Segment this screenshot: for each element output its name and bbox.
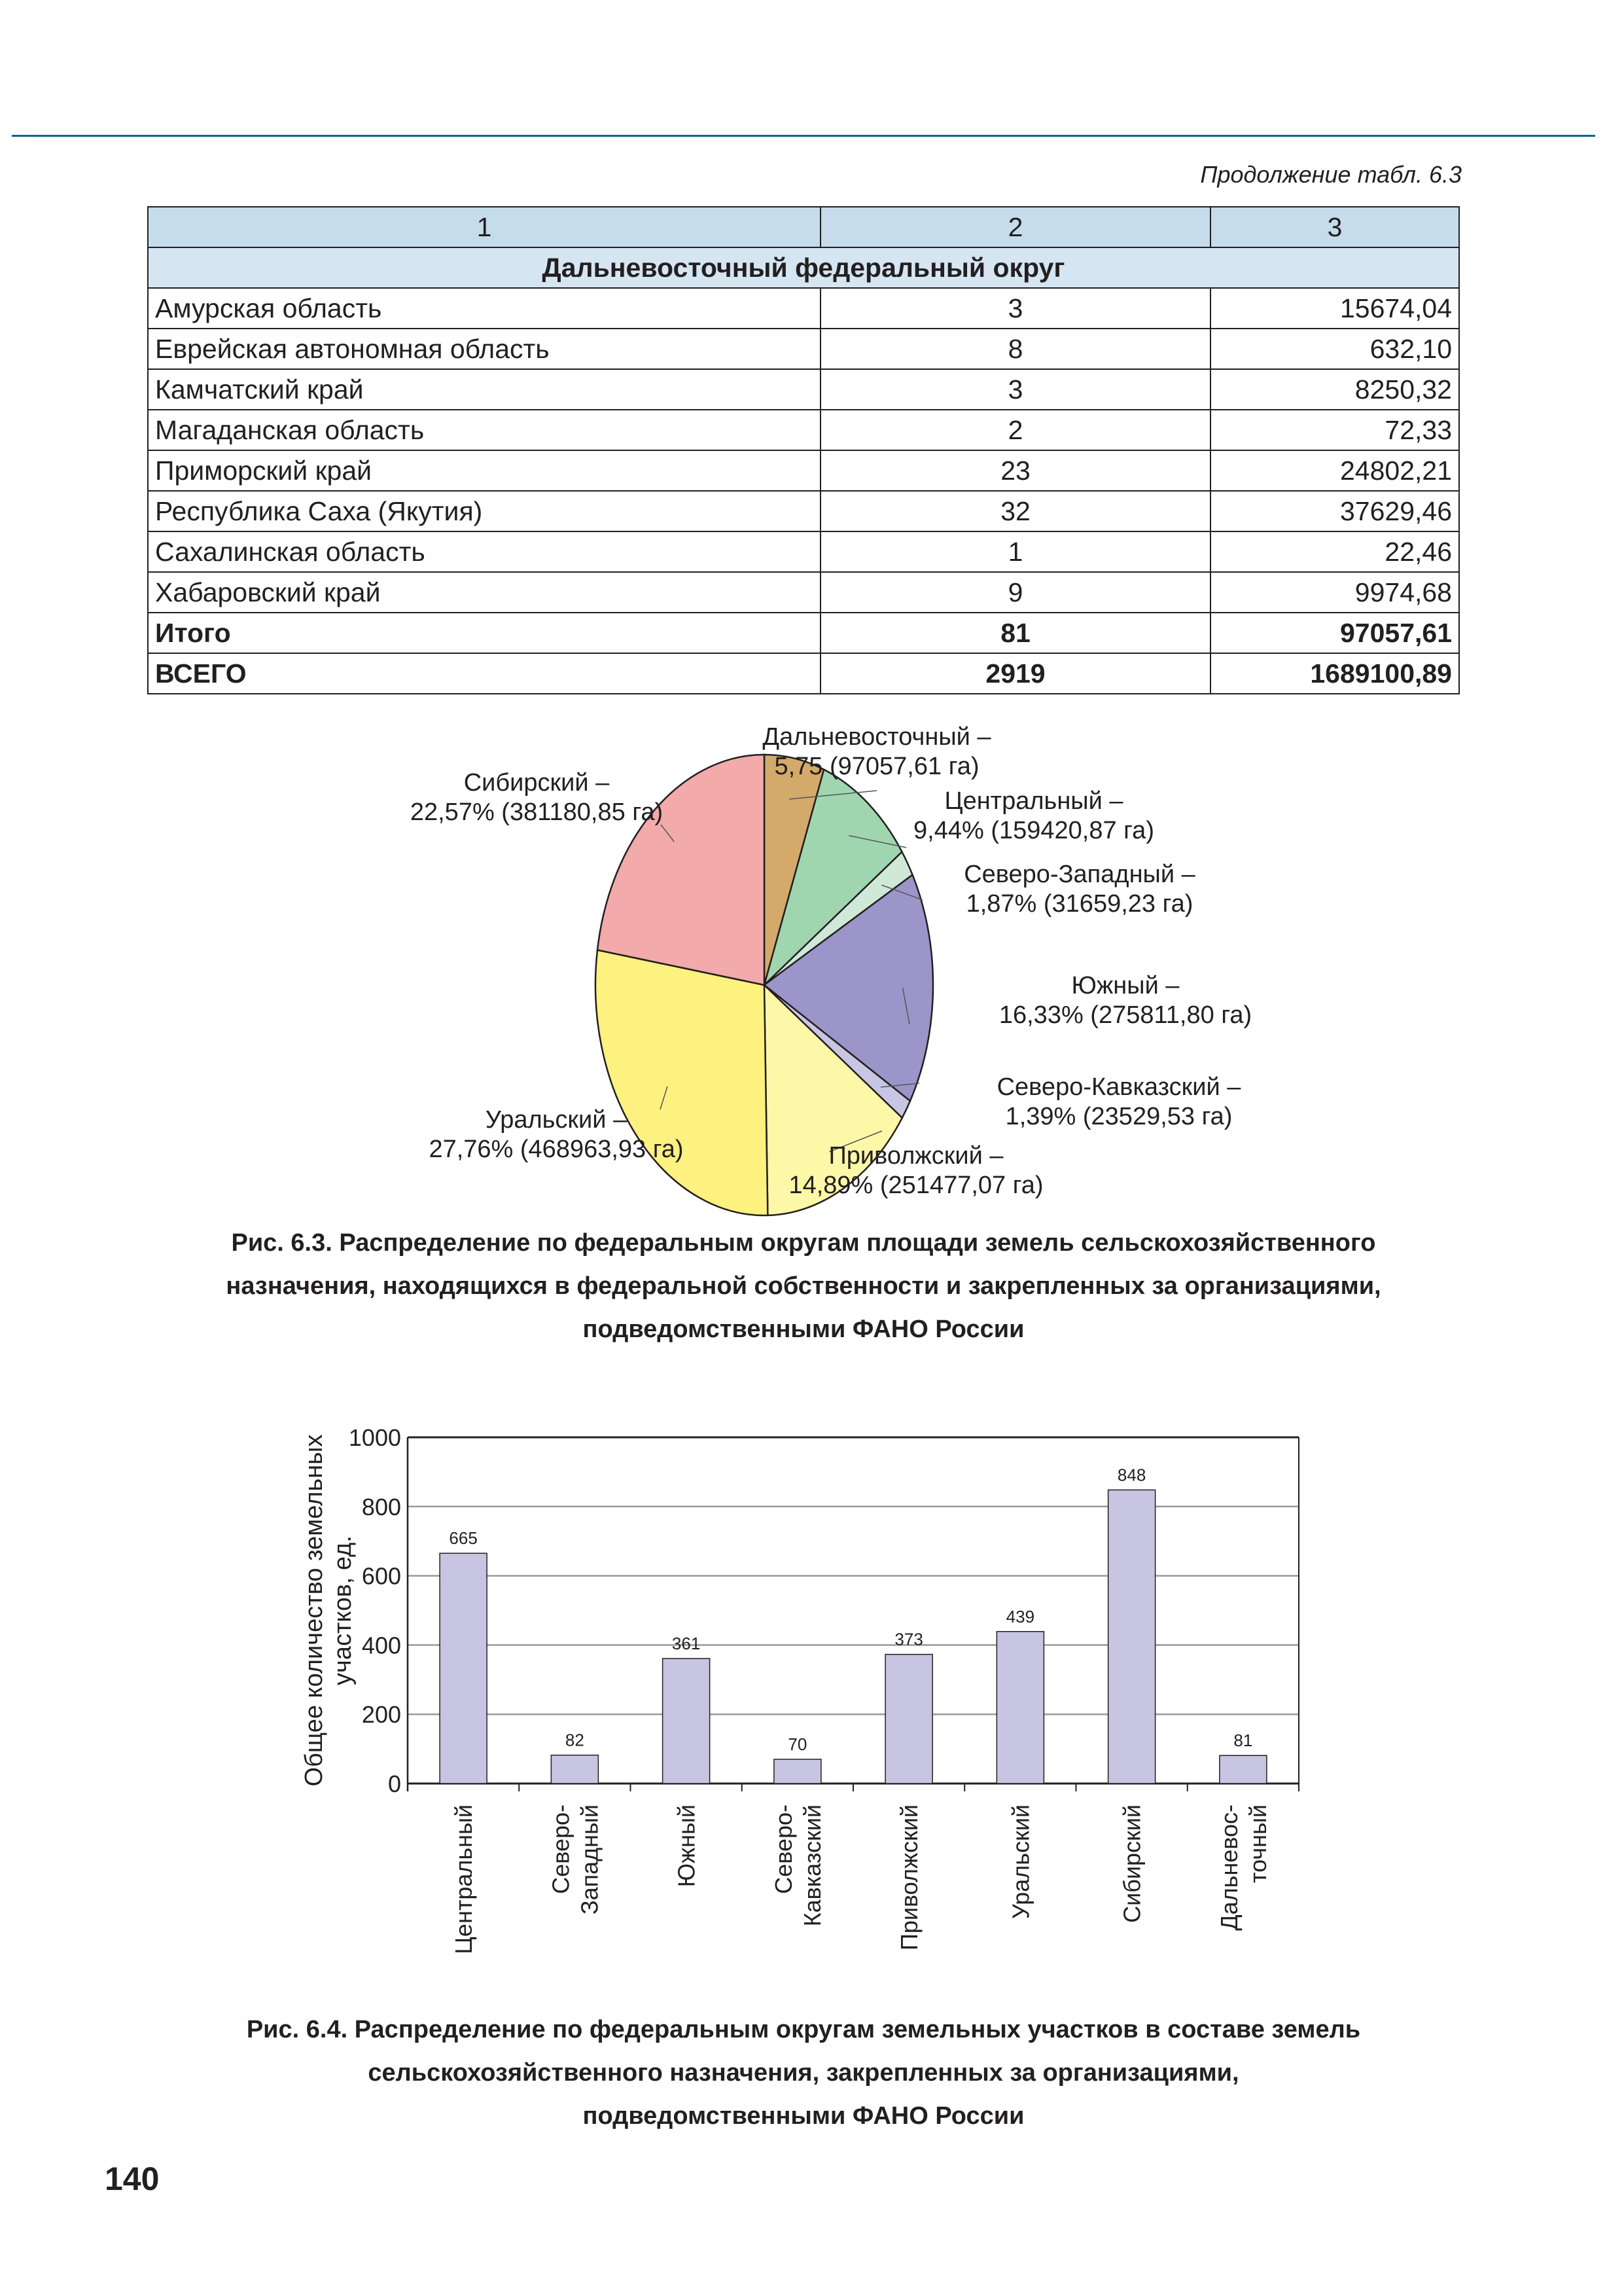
region-name: Амурская область [148, 288, 821, 329]
section-row [148, 247, 1459, 288]
plot-count: 32 [821, 491, 1210, 531]
pie-label: Северо-Кавказский – [997, 1073, 1241, 1101]
region-name: ВСЕГО [148, 653, 821, 694]
area-value: 15674,04 [1210, 288, 1459, 329]
table-row [148, 572, 1459, 613]
pie-label: Приволжский – [828, 1142, 1004, 1170]
area-value: 97057,61 [1210, 613, 1459, 653]
x-category-label: Уральский [1007, 1804, 1034, 1920]
x-category-label: Кавказский [798, 1804, 826, 1927]
pie-label: 22,57% (381180,85 га) [410, 798, 663, 826]
bar-value-label: 439 [1006, 1606, 1035, 1626]
caption-line: подведомственными ФАНО России [582, 1316, 1025, 1343]
table-row [148, 410, 1459, 450]
table-row [148, 491, 1459, 531]
plot-count: 3 [821, 288, 1210, 329]
column-number: 3 [1210, 207, 1459, 247]
figure-6-3-caption [131, 1221, 1476, 1351]
pie-label: 1,39% (23529,53 га) [1005, 1103, 1233, 1130]
bar-value-label: 361 [671, 1634, 701, 1654]
bar-chart-figure-6-4 [0, 1407, 1607, 1977]
pie-label: Дальневосточный – [762, 723, 991, 751]
pie-slice-7 [595, 950, 768, 1215]
region-name: Хабаровский край [148, 572, 821, 613]
pie-slice-8 [597, 755, 764, 985]
bar [997, 1632, 1044, 1784]
plot-count: 81 [821, 613, 1210, 653]
bar [663, 1659, 710, 1784]
pie-chart-figure-6-3 [0, 720, 1607, 1217]
x-category-label: Южный [673, 1804, 700, 1888]
section-title: Дальневосточный федеральный округ [148, 247, 1459, 288]
bar-value-label: 81 [1233, 1731, 1253, 1751]
plot-count: 1 [821, 531, 1210, 572]
pie-label: 1,87% (31659,23 га) [966, 890, 1193, 918]
bar [551, 1755, 598, 1784]
bar-chart [0, 1407, 1607, 1977]
region-name: Магаданская область [148, 410, 821, 450]
caption-line: назначения, находящихся в федеральной собственности и закрепленных за организациями, [226, 1272, 1381, 1300]
bar-value-label: 373 [894, 1629, 923, 1649]
area-value: 72,33 [1210, 410, 1459, 450]
page-number: 140 [105, 2161, 160, 2197]
table-row [148, 531, 1459, 572]
region-name: Итого [148, 613, 821, 653]
data-table [147, 206, 1460, 694]
bar [1220, 1755, 1267, 1784]
pie-label: Центральный – [944, 787, 1123, 815]
pie-label: 5,75 (97057,61 га) [774, 753, 980, 780]
pie-label: Южный – [1071, 972, 1180, 999]
x-category-label: Приволжский [896, 1804, 923, 1951]
x-category-label: Западный [576, 1804, 603, 1915]
x-category-label: Северо- [769, 1804, 797, 1894]
bar-value-label: 848 [1117, 1465, 1146, 1485]
bar [885, 1655, 932, 1784]
pie-label: Уральский – [485, 1106, 627, 1134]
column-number: 1 [148, 207, 821, 247]
table-row [148, 288, 1459, 329]
bar-value-label: 82 [565, 1730, 584, 1750]
area-value: 1689100,89 [1210, 653, 1459, 694]
column-number-row [148, 207, 1459, 247]
y-tick-label: 400 [361, 1632, 401, 1659]
x-category-label: Северо- [547, 1804, 574, 1894]
caption-line: сельскохозяйственного назначения, закрепленных за организациями, [368, 2059, 1239, 2087]
bar-value-label: 70 [788, 1734, 807, 1754]
bar [440, 1553, 487, 1784]
caption-line: Рис. 6.4. Распределение по федеральным округам земельных участков в составе земель [246, 2016, 1361, 2043]
continuation-note: Продолжение табл. 6.3 [1200, 161, 1462, 188]
plot-count: 2 [821, 410, 1210, 450]
area-value: 22,46 [1210, 531, 1459, 572]
pie-chart [0, 720, 1607, 1217]
region-name: Приморский край [148, 450, 821, 491]
plot-count: 9 [821, 572, 1210, 613]
pie-label: Сибирский – [463, 769, 610, 797]
pie-label: 16,33% (275811,80 га) [998, 1001, 1252, 1029]
plot-count: 8 [821, 329, 1210, 369]
bar [1108, 1490, 1156, 1784]
table-row [148, 329, 1459, 369]
area-value: 9974,68 [1210, 572, 1459, 613]
y-tick-label: 200 [361, 1701, 401, 1729]
y-axis-title: Общее количество земельных [300, 1434, 328, 1787]
figure-6-4-caption [131, 2008, 1476, 2138]
area-value: 24802,21 [1210, 450, 1459, 491]
plot-count: 23 [821, 450, 1210, 491]
y-tick-label: 1000 [348, 1424, 401, 1451]
caption-line: Рис. 6.3. Распределение по федеральным округам площади земель сельскохозяйственного [231, 1229, 1376, 1257]
pie-label: 14,89% (251477,07 га) [788, 1172, 1044, 1199]
bar-value-label: 665 [449, 1528, 478, 1549]
region-name: Сахалинская область [148, 531, 821, 572]
y-tick-label: 800 [361, 1493, 401, 1520]
table-row [148, 653, 1459, 694]
x-category-label: точный [1244, 1804, 1271, 1883]
table-row [148, 613, 1459, 653]
header-rule [12, 135, 1595, 137]
bar [774, 1759, 821, 1784]
area-value: 632,10 [1210, 329, 1459, 369]
caption-line: подведомственными ФАНО России [582, 2102, 1025, 2130]
column-number: 2 [821, 207, 1210, 247]
pie-label: Северо-Западный – [964, 861, 1195, 888]
table-row [148, 369, 1459, 410]
region-name: Еврейская автономная область [148, 329, 821, 369]
pie-label: 9,44% (159420,87 га) [913, 817, 1154, 844]
x-category-label: Дальневос- [1215, 1804, 1243, 1931]
y-tick-label: 600 [361, 1562, 401, 1590]
x-category-label: Центральный [450, 1804, 478, 1954]
plot-count: 2919 [821, 653, 1210, 694]
region-name: Республика Саха (Якутия) [148, 491, 821, 531]
table-row [148, 450, 1459, 491]
x-category-label: Сибирский [1118, 1804, 1146, 1923]
y-axis-title: участков, ед. [329, 1535, 357, 1685]
pie-label: 27,76% (468963,93 га) [429, 1136, 684, 1163]
region-name: Камчатский край [148, 369, 821, 410]
plot-count: 3 [821, 369, 1210, 410]
y-tick-label: 0 [387, 1770, 401, 1797]
area-value: 37629,46 [1210, 491, 1459, 531]
area-value: 8250,32 [1210, 369, 1459, 410]
